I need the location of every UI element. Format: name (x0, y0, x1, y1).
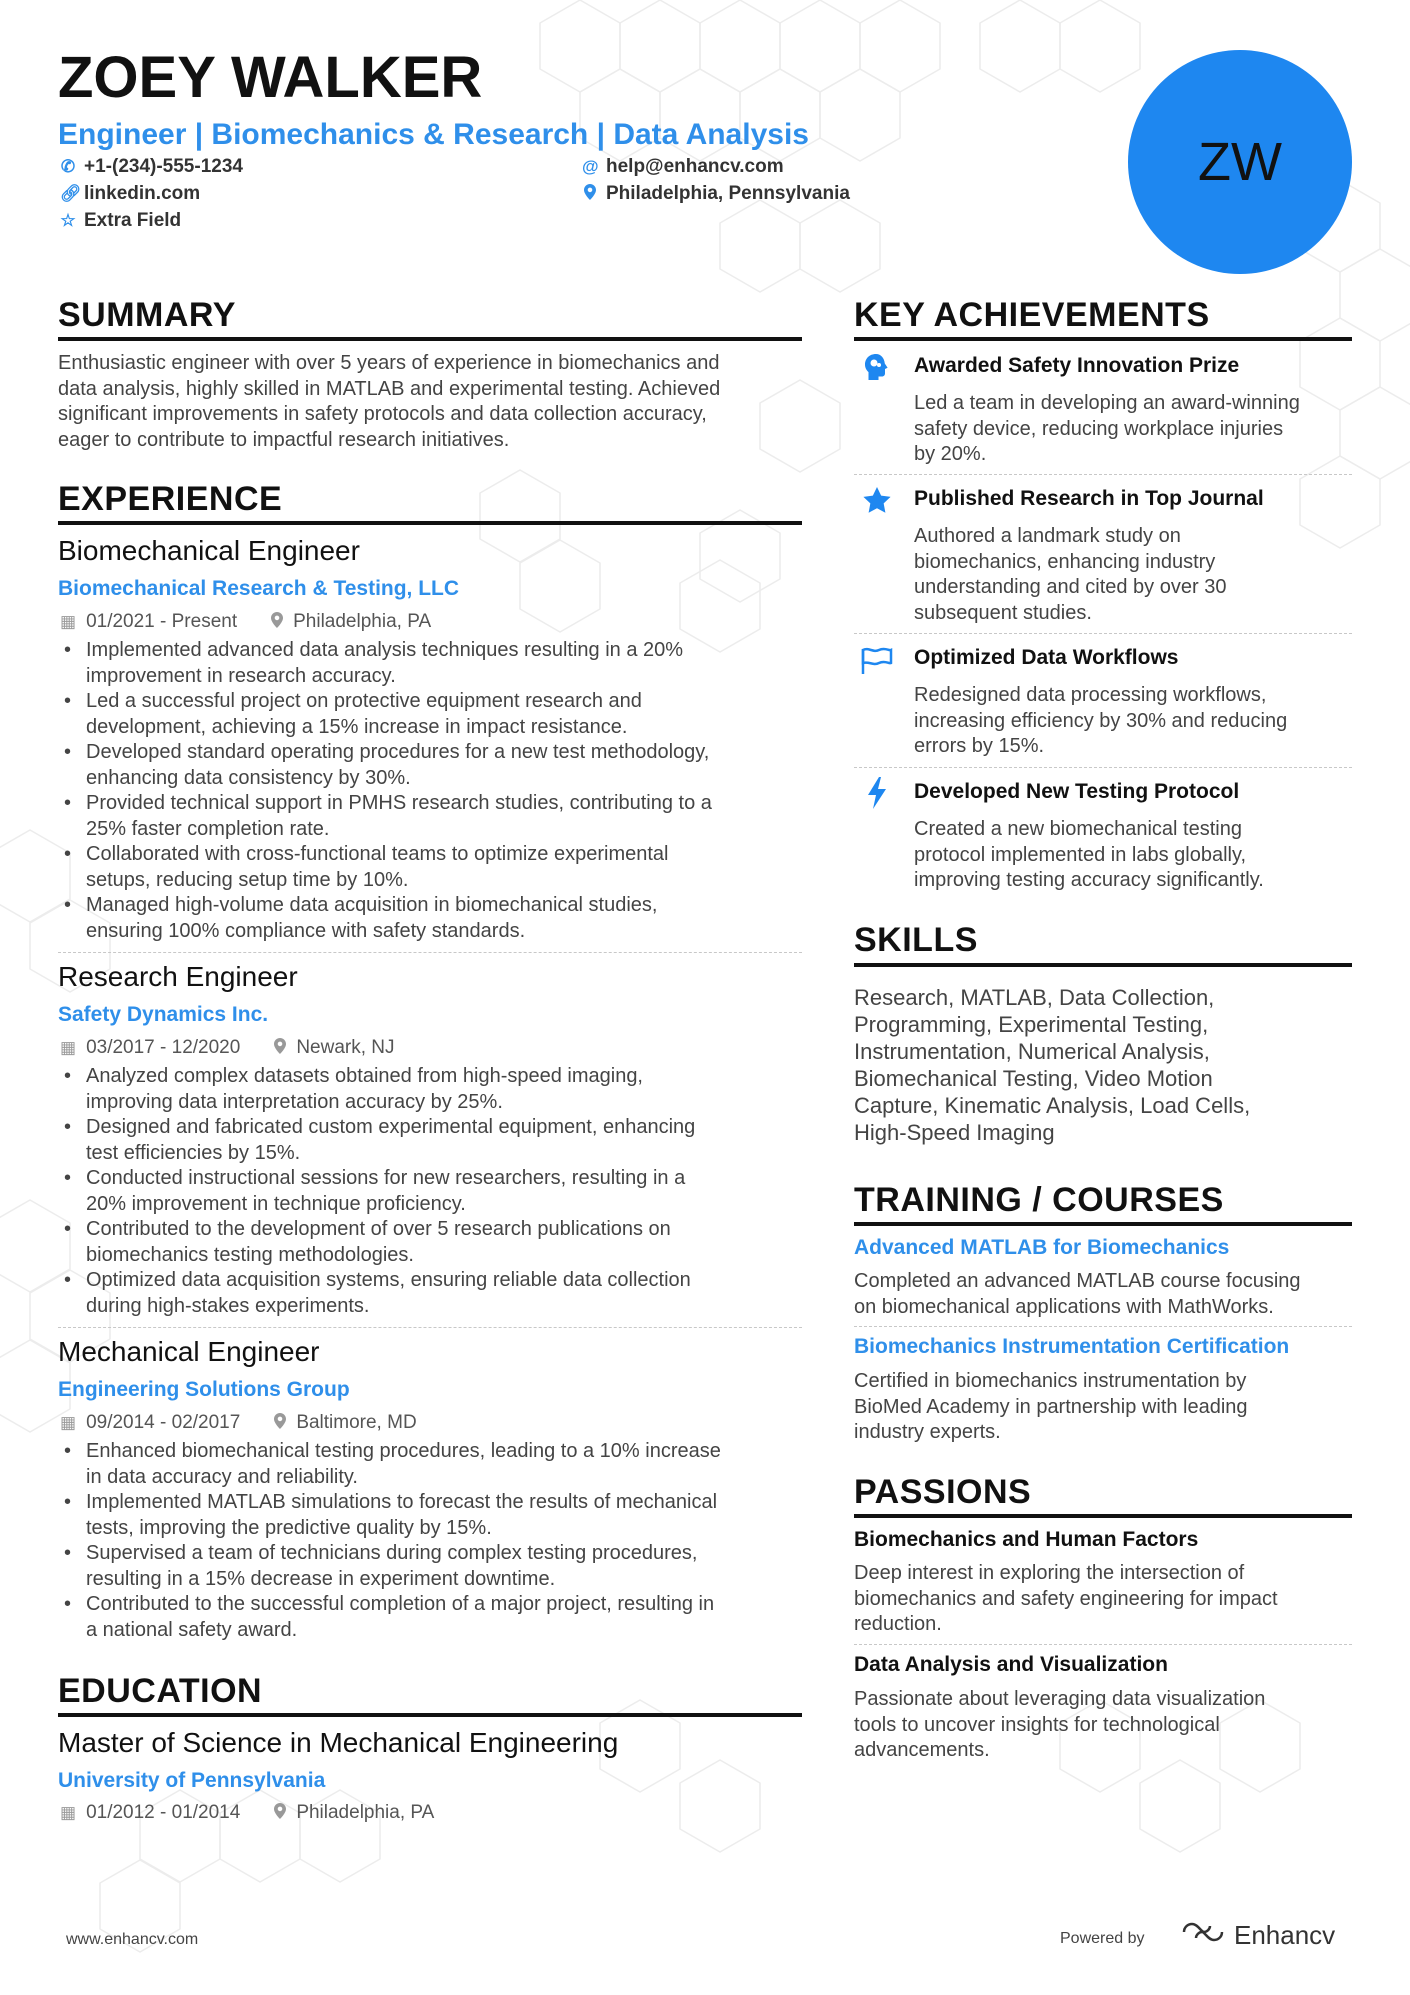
experience-heading: EXPERIENCE (58, 480, 283, 518)
achievement-divider (854, 474, 1352, 475)
enhancv-brand-link[interactable] (1180, 1920, 1335, 1951)
course-description: Certified in biomechanics instrumentation by BioMed Academy in partnership with leading industry experts. (854, 1370, 1248, 1443)
achievement-title: Published Research in Top Journal (914, 487, 1264, 510)
avatar: ZW (1128, 50, 1352, 274)
education-location: Philadelphia, PA (296, 1802, 435, 1823)
summary-line: Enthusiastic engineer with over 5 years of experience in biomechanics and (58, 352, 720, 374)
course-title[interactable]: Advanced MATLAB for Biomechanics (854, 1236, 1230, 1259)
passion-description: Deep interest in exploring the intersection of biomechanics and safety engineering for impact reduction. (854, 1562, 1278, 1635)
experience-rule (58, 521, 802, 525)
calendar-icon: ▦ (60, 1038, 77, 1057)
skills-heading: SKILLS (854, 921, 978, 959)
footer-website-link[interactable]: www.enhancv.com (66, 1931, 199, 1948)
bullet-item: • Provided technical support in PMHS research studies, contributing to a 25% faster completion rate. (58, 791, 798, 842)
course-divider (854, 1326, 1352, 1327)
location-pin-icon (274, 1038, 286, 1059)
job-company[interactable]: Biomechanical Research & Testing, LLC (58, 577, 460, 600)
contact-location (582, 183, 850, 205)
education-heading: EDUCATION (58, 1672, 263, 1710)
contact-extra-field (60, 210, 181, 232)
bullet-item: • Implemented advanced data analysis techniques resulting in a 20% improvement in research accuracy. (58, 638, 798, 689)
phone-icon: ✆ (60, 157, 76, 176)
at-sign-icon: @ (582, 157, 599, 176)
candidate-headline: Engineer | Biomechanics & Research | Data Analysis (58, 118, 809, 151)
job-role: Biomechanical Engineer (58, 535, 360, 566)
achievement-divider (854, 633, 1352, 634)
summary-line: eager to contribute to impactful research initiatives. (58, 428, 510, 451)
link-icon: 🔗︎ (60, 184, 82, 203)
star-outline-icon: ☆ (60, 211, 76, 230)
job-bullets (58, 638, 798, 944)
job-meta (60, 1412, 417, 1434)
education-school[interactable]: University of Pennsylvania (58, 1769, 326, 1792)
passion-divider (854, 1644, 1352, 1645)
job-role: Research Engineer (58, 961, 298, 992)
contact-phone[interactable] (60, 156, 243, 178)
education-degree: Master of Science in Mechanical Engineering (58, 1727, 619, 1758)
job-bullets (58, 1064, 798, 1319)
job-location: Baltimore, MD (296, 1412, 417, 1433)
bullet-item: • Collaborated with cross-functional teams to optimize experimental setups, reducing setup time by 10%. (58, 842, 798, 893)
email-text: help@enhancv.com (606, 156, 784, 177)
job-dates: 09/2014 - 02/2017 (86, 1412, 241, 1433)
location-pin-icon (274, 1413, 286, 1434)
achievement-title: Awarded Safety Innovation Prize (914, 354, 1240, 377)
bullet-item: • Contributed to the successful completion of a major project, resulting in a national safety award. (58, 1592, 798, 1643)
footer-powered-by: Powered by (1060, 1930, 1145, 1947)
job-company[interactable]: Safety Dynamics Inc. (58, 1003, 269, 1026)
summary-rule (58, 337, 802, 341)
bullet-item: • Conducted instructional sessions for new researchers, resulting in a 20% improvement in technique proficiency. (58, 1166, 798, 1217)
passion-description: Passionate about leveraging data visualization tools to uncover insights for technological advancements. (854, 1688, 1266, 1761)
enhancv-logo-icon (1180, 1920, 1226, 1951)
summary-text (58, 351, 802, 453)
course-title[interactable]: Biomechanics Instrumentation Certification (854, 1335, 1290, 1358)
job-dates: 01/2021 - Present (86, 611, 238, 632)
bullet-item: • Implemented MATLAB simulations to forecast the results of mechanical tests, improving the predictive quality by 15%. (58, 1490, 798, 1541)
job-meta (60, 611, 431, 633)
extra-field-text: Extra Field (84, 210, 182, 231)
skills-rule (854, 963, 1352, 967)
job-dates: 03/2017 - 12/2020 (86, 1037, 241, 1058)
bullet-item: • Designed and fabricated custom experimental equipment, enhancing test efficiencies by 15%. (58, 1115, 798, 1166)
achievement-description: Authored a landmark study on biomechanics, enhancing industry understanding and cited by over 30 subsequent studies. (914, 525, 1227, 624)
contact-email[interactable] (582, 156, 784, 178)
achievement-title: Optimized Data Workflows (914, 646, 1179, 669)
bullet-item: • Led a successful project on protective equipment research and development, achieving a 15% increase in impact resistance. (58, 689, 798, 740)
job-location: Newark, NJ (296, 1037, 395, 1058)
passion-title: Biomechanics and Human Factors (854, 1528, 1199, 1551)
achievement-title: Developed New Testing Protocol (914, 780, 1240, 803)
job-role: Mechanical Engineer (58, 1336, 320, 1367)
calendar-icon: ▦ (60, 1803, 77, 1822)
bullet-item: • Contributed to the development of over 5 research publications on biomechanics testing methodologies. (58, 1217, 798, 1268)
achievement-divider (854, 767, 1352, 768)
bullet-item: • Optimized data acquisition systems, ensuring reliable data collection during high-stakes experiments. (58, 1268, 798, 1319)
location-pin-icon (274, 1803, 286, 1824)
bullet-item: • Developed standard operating procedures for a new test methodology, enhancing data consistency by 30%. (58, 740, 798, 791)
training-heading: TRAINING / COURSES (854, 1181, 1224, 1219)
course-description: Completed an advanced MATLAB course focusing on biomechanical applications with MathWorks. (854, 1270, 1301, 1318)
location-pin-icon (271, 612, 283, 633)
achievement-description: Created a new biomechanical testing protocol implemented in labs globally, improving testing accuracy significantly. (914, 818, 1264, 891)
passion-title: Data Analysis and Visualization (854, 1653, 1168, 1676)
job-divider (58, 952, 802, 953)
training-rule (854, 1222, 1352, 1226)
passions-rule (854, 1514, 1352, 1518)
candidate-name: ZOEY WALKER (58, 45, 483, 110)
achievement-description: Led a team in developing an award-winning safety device, reducing workplace injuries by 20%. (914, 392, 1300, 465)
calendar-icon: ▦ (60, 612, 77, 631)
lightning-icon (860, 776, 894, 810)
flag-icon (860, 644, 894, 678)
job-company[interactable]: Engineering Solutions Group (58, 1378, 350, 1401)
education-rule (58, 1713, 802, 1717)
key-achievements-heading: KEY ACHIEVEMENTS (854, 296, 1210, 334)
achievements-rule (854, 337, 1352, 341)
bullet-item: • Enhanced biomechanical testing procedures, leading to a 10% increase in data accuracy and reliability. (58, 1439, 798, 1490)
skills-list: Research, MATLAB, Data Collection, Programming, Experimental Testing, Instrumentation, Numerical Analysis, Biomechanical Testing, Video Motion Capture, Kinematic Analysis, Load Cells, High-Speed Imaging (854, 985, 1251, 1145)
location-text: Philadelphia, Pennsylvania (606, 183, 850, 204)
enhancv-brand-text: Enhancv (1234, 1920, 1336, 1950)
bullet-item: • Managed high-volume data acquisition in biomechanical studies, ensuring 100% compliance with safety standards. (58, 893, 798, 944)
location-pin-icon (582, 184, 598, 205)
brain-head-icon (860, 350, 894, 384)
education-dates: 01/2012 - 01/2014 (86, 1802, 241, 1823)
phone-text: +1-(234)-555-1234 (84, 156, 243, 177)
contact-linkedin[interactable] (60, 183, 200, 205)
achievement-description: Redesigned data processing workflows, increasing efficiency by 30% and reducing errors by 15%. (914, 684, 1288, 757)
star-icon (860, 484, 894, 518)
job-bullets (58, 1439, 798, 1643)
summary-line: significant improvements in safety protocols and data collection accuracy, (58, 403, 707, 425)
education-meta (60, 1802, 434, 1824)
calendar-icon: ▦ (60, 1413, 77, 1432)
bullet-item: • Supervised a team of technicians during complex testing procedures, resulting in a 15% decrease in experiment downtime. (58, 1541, 798, 1592)
job-meta (60, 1037, 395, 1059)
bullet-item: • Analyzed complex datasets obtained from high-speed imaging, improving data interpretation accuracy by 25%. (58, 1064, 798, 1115)
summary-heading: SUMMARY (58, 296, 236, 334)
job-divider (58, 1327, 802, 1328)
job-location: Philadelphia, PA (293, 611, 432, 632)
linkedin-text: linkedin.com (84, 183, 201, 204)
passions-heading: PASSIONS (854, 1473, 1032, 1511)
summary-line: data analysis, highly skilled in MATLAB and experimental testing. Achieved (58, 377, 721, 400)
